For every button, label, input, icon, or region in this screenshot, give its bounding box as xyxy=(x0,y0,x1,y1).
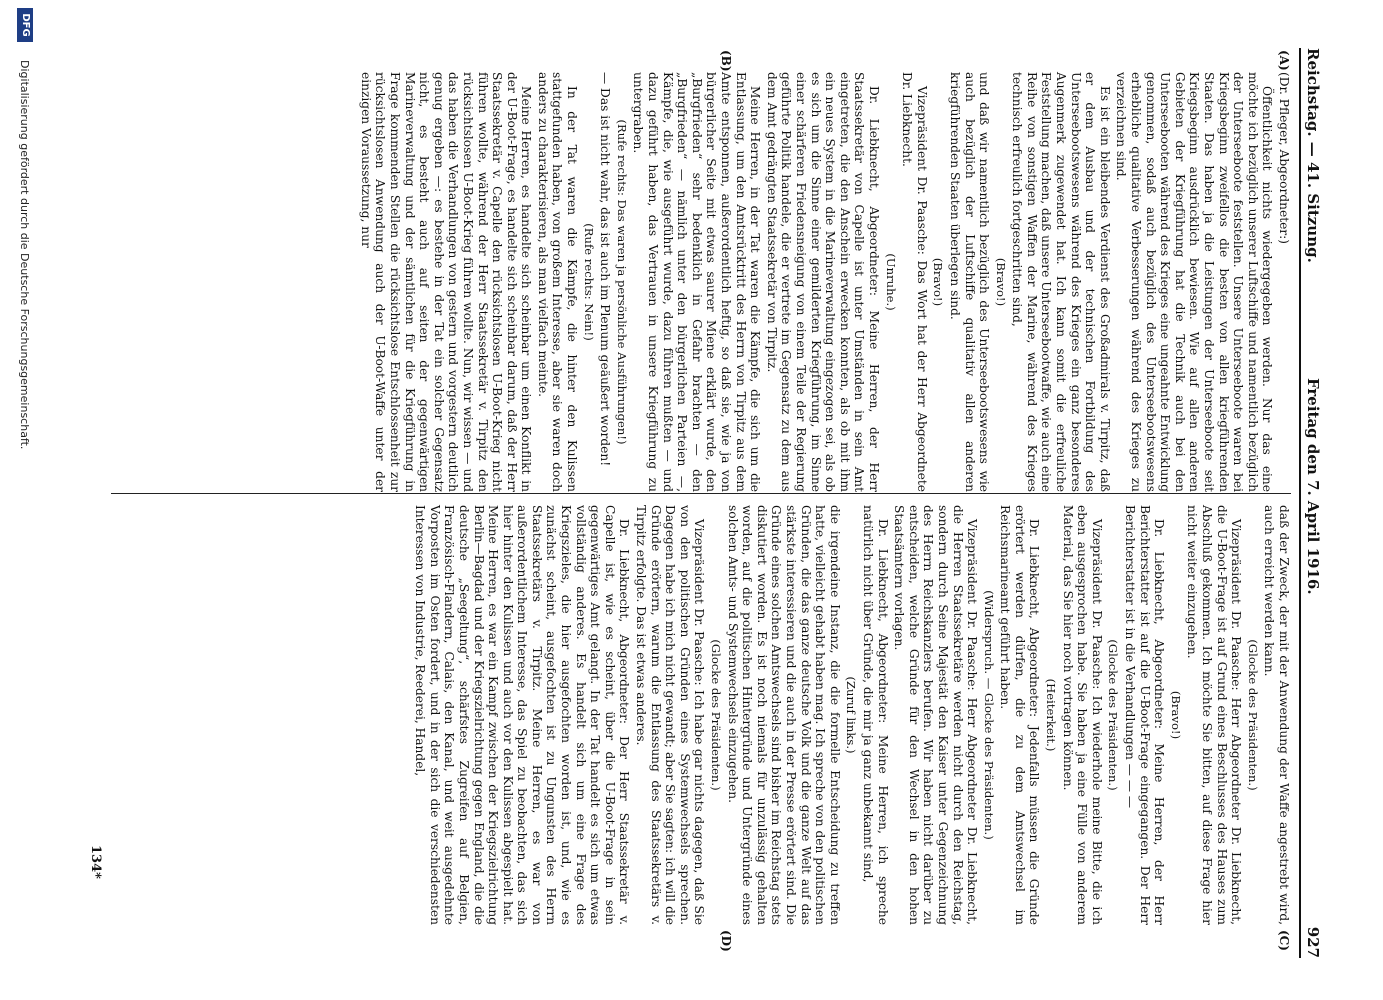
left-column xyxy=(356,72,1291,492)
paragraph: Vizepräsident Dr. Paasche: Herr Abgeordneter Dr. Liebknecht, die Herren Staatssekretäre werden nicht durch den Reichstag, sondern durch Seine Majestät den Kaiser unter Gegenzeichnung des Herrn Reichskanzlers berufen. Wir haben nicht darüber zu entscheiden, welche Gründe für den Wechsel in den hohen Staatsämtern vorlagen. xyxy=(892,505,980,925)
paragraph: Meine Herren, in der Tat waren die Kämpfe, die sich um die Entlassung, um den Amtsrücktritt des Herrn von Tirpitz aus dem Amte entsponnen, außerordentlich heftig, so daß sie, wie ja von bürgerlicher Seite mit etwas saurer Miene erklärt wurde, den „Burgfrieden“ sehr bedenklich in Gefahr brachten — den „Burgfrieden“ — nämlich unter den bürgerlichen Parteien —, Kämpfe, die, wie ausgeführt wurde, dazu führen mußten — und dazu geführt haben, das Vertrauen in unsere Kriegführung zu untergraben. xyxy=(631,72,763,492)
header-page-number: 927 xyxy=(1304,926,1322,958)
paragraph: Dr. Liebknecht, Abgeordneter: Der Herr Staatssekretär v. Capelle ist, wie es scheint, über die U-Boot-Frage in sein gegenwärtiges Amt gelangt. In der Tat handelt es sich um etwas vollständig anderes. Es handelt sich um eine Frage des Kriegszieles, die hier ausgefochten worden ist, und, wie es zunächst scheint, ausgefochten ist zu Ungunsten des Herrn Staatssekretärs v. Tirpitz. Meine Herren, es war von außerordentlichem Interesse, das Spiel zu beobachten, das sich hier hinter den Kulissen und auch vor den Kulissen abgespielt hat. Meine Herren, es war ein Kampf zwischen der Kriegszielrichtung Berlin—Bagdad und der Kriegszielrichtung gegen England, die die deutsche „Seegeltung“, schärfstes Zugreifen auf Belgien, Französisch-Flandern, Calais, den Kanal, und weit ausgedehnte Vorposten im Osten fordert, und in der sich die verschiedensten Interessen von Industrie, Reederei, Handel, xyxy=(413,505,632,925)
margin-marker-b: (B) xyxy=(719,50,733,72)
interjection: (Heiterkeit.) xyxy=(1044,678,1059,752)
paragraph: — Das ist nicht wahr, das ist auch im Plenum geäußert worden! xyxy=(598,72,613,467)
paragraph: Öffentlichkeit nichts wiedergegeben werden. Nur das eine möchte ich bezüglich unserer Luftschiffe und namentlich bezüglich der Unterseeboote feststellen. Unsere Unterseeboote waren bei Kriegsbeginn zweifellos die besten von allen kriegführenden Staaten. Das haben ja die Leistungen der Unterseeboote seit Kriegsbeginn ausdrücklich bewiesen. Wie auf allen anderen Gebieten der Kriegführung hat die Technik auch bei den Unterseebooten während des Krieges eine ungeahnte Entwicklung genommen, sodaß auch bezüglich des Unterseebootswesens erhebliche qualitative Verbesserungen während des Krieges zu verzeichnen sind. xyxy=(1114,72,1275,492)
interjection: (Bravo!) xyxy=(931,257,946,307)
dfg-logo: DFG xyxy=(17,8,33,42)
paragraph: die irgendeine Instanz, die die formelle Entscheidung zu treffen hatte, vielleicht gehabt haben mag. Ich spreche von den politischen Gründen, die das ganze deutsche Volk und die ganze Welt auf das stärkste interessieren und die auch in der Presse erörtert sind. Die Gründe eines solchen Amtswechsels sind bisher im Reichstag stets diskutiert worden. Es ist noch niemals für unzulässig gehalten worden, auf die politischen Hintergründe und Untergründe eines solchen Amts- und Systemwechsels einzugehen. xyxy=(725,505,842,925)
interjection: (Glocke des Präsidenten.) xyxy=(1245,639,1260,791)
paragraph: daß der Zweck, der mit der Anwendung der Waffe angestrebt wird, auch erreicht werden kann. xyxy=(1262,505,1291,925)
interjection: (Glocke des Präsidenten.) xyxy=(1106,639,1121,791)
paragraph: (Dr. Pfleger, Abgeordneter:) xyxy=(1277,72,1291,244)
interjection: (Glocke des Präsidenten.) xyxy=(709,639,724,791)
interjection: (Bravo!) xyxy=(1168,690,1183,740)
paragraph: Vizepräsident Dr. Paasche: Herr Abgeordneter Dr. Liebknecht, die U-Boot-Frage ist auf Grund eines Beschlusses des Hauses zum Abschluß gekommen. Ich möchte Sie bitten, auf diese Frage hier nicht weiter einzugehen. xyxy=(1185,505,1244,925)
margin-marker-a: (A) xyxy=(1277,50,1291,71)
column-divider xyxy=(111,493,1291,494)
page-signature: 134* xyxy=(88,845,103,879)
interjection: (Widerspruch. — Glocke des Präsidenten.) xyxy=(981,590,996,840)
paragraph: Dr. Liebknecht, Abgeordneter: Jedenfalls müssen die Gründe erörtert werden dürfen, die zu dem Amtswechsel im Reichsmarineamt geführt haben. xyxy=(998,505,1042,925)
paragraph: Meine Herren, es handelte sich scheinbar um einen Konflikt in der U-Boot-Frage, es handelte sich scheinbar darum, daß der Herr Staatssekretär v. Capelle den rücksichtslosen U-Boot-Krieg nicht führen wollte, während der Herr Staatssekretär v. Tirpitz den rücksichtslosen U-Boot-Krieg führen wollte. Nun, wir wissen — und das haben die Verhandlungen von gestern und vorgestern deutlich genug ergeben —: es bestehe in der Tat ein solcher Gegensatz nicht, es besteht auch auf seiten der gegenwärtigen Marineverwaltung und der sämtlichen für die Kriegführung in Frage kommenden Stellen die rücksichtslose Entschlossenheit zur rücksichtslosen Anwendung auch der U-Boot-Waffe unter der einzigen Voraussetzung, nur xyxy=(358,72,534,492)
paragraph: Vizepräsident Dr. Paasche: Ich wiederhole meine Bitte, die ich eben ausgesprochen habe. Sie haben ja eine Fülle von anderem Material, das Sie hier noch vortragen können. xyxy=(1060,505,1104,925)
paragraph: und daß wir namentlich bezüglich des Unterseebootswesens wie auch bezüglich der Luftschiffe qualitativ allen anderen kriegführenden Staaten überlegen sind. xyxy=(947,72,992,492)
margin-marker-d: (D) xyxy=(719,930,733,952)
margin-marker-c: (C) xyxy=(1277,930,1291,951)
right-column xyxy=(411,505,1291,925)
paragraph: Vizepräsident Dr. Paasche: Das Wort hat der Herr Abgeordnete Dr. Liebknecht. xyxy=(900,72,929,492)
paragraph: Dr. Liebknecht, Abgeordneter: Meine Herren, der Herr Staatssekretär von Capelle ist unter Umständen in sein Amt eingetreten, die den Anschein erwecken konnten, als ob mit ihm ein neues System in die Marineverwaltung eingezogen sei, als ob es sich um die Sinne einer gemilderten Kriegführung, im Sinne einer schärferen Friedensneigung von einem Teile der Regierung geführte Politik handele, die er vertrete im Gegensatz zu dem aus dem Amt gedrängten Staatssekretär von Tirpitz. xyxy=(764,72,881,492)
interjection: (Zuruf links.) xyxy=(844,676,859,754)
page-header xyxy=(1299,48,1327,958)
interjection: (Rufe rechts: Das waren ja persönliche Ausführungen!) xyxy=(614,119,629,445)
header-left: Reichstag. — 41. Sitzung. xyxy=(1304,48,1322,263)
paragraph: Dr. Liebknecht, Abgeordneter: Meine Herren, der Herr Berichterstatter ist auf die U-Boot-Frage eingegangen. Der Herr Berichterstatter ist in die Verhandlungen — — — xyxy=(1123,505,1167,925)
paragraph: Dr. Liebknecht, Abgeordneter: Meine Herren, ich spreche natürlich nicht über Gründe, die mir ja ganz unbekannt sind, xyxy=(860,505,890,925)
interjection: (Rufe rechts: Nein!) xyxy=(581,223,596,341)
paragraph: Es ist ein bleibendes Verdienst des Großadmirals v. Tirpitz, daß er dem Ausbau und der technischen Fortbildung des Unterseebootswesens während des Krieges ein ganz besonderes Augenmerk zugewendet hat. Ich kann somit die erfreuliche Feststellung machen, daß unsere Unterseebootwaffe, wie auch eine Reihe von sonstigen Waffen der Marine, während des Krieges technisch erfreulich fortgeschritten sind, xyxy=(1010,72,1112,492)
header-center: Freitag den 7. April 1916. xyxy=(1304,378,1322,595)
interjection: (Bravo!) xyxy=(993,257,1008,307)
digitization-credit: Digitalisierung gefördert durch die Deutsche Forschungsgemeinschaft. xyxy=(18,60,31,450)
paragraph: Vizepräsident Dr. Paasche: Ich habe gar nichts dagegen, daß Sie von den politischen Gründen eines Systemwechsels sprechen. Dagegen habe ich mich nicht gewandt; aber Sie sagten: ich will die Gründe erörtern, warum die Entlassung des Staatssekretärs v. Tirpitz erfolgte. Das ist etwas anderes. xyxy=(634,505,707,925)
interjection: (Unruhe.) xyxy=(883,253,898,311)
paragraph: In der Tat waren die Kämpfe, die hinter den Kulissen stattgefunden haben, von großem Interesse, aber sie waren doch anders zu charakterisieren, als man vielfach meinte. xyxy=(535,72,580,492)
